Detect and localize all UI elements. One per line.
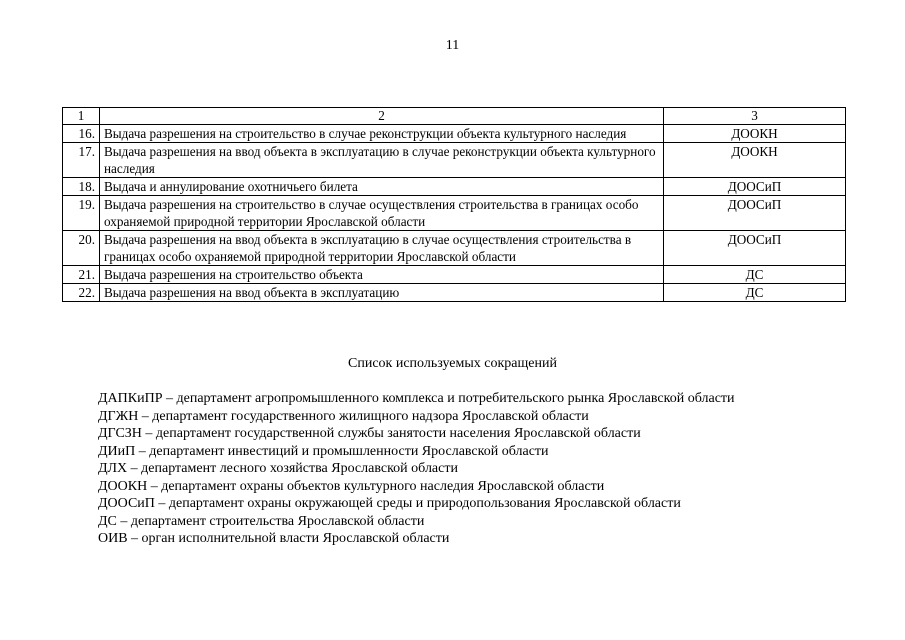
department-code: ДООКН xyxy=(664,143,846,178)
page-number: 11 xyxy=(445,38,460,53)
department-code: ДООСиП xyxy=(664,231,846,266)
abbreviations-title: Список используемых сокращений xyxy=(348,356,557,371)
abbreviation-item: ОИВ – орган исполнительной власти Ярославской области xyxy=(98,531,450,546)
table-header-row xyxy=(63,108,846,125)
table-row xyxy=(63,196,846,231)
abbreviation-item: ДООКН – департамент охраны объектов культурного наследия Ярославской области xyxy=(98,478,605,494)
table-row xyxy=(63,266,846,284)
department-code: ДС xyxy=(664,266,846,284)
row-number: 22. xyxy=(63,284,100,302)
abbreviation-item: ДГЖН – департамент государственного жилищного надзора Ярославской области xyxy=(98,408,589,424)
department-code: ДООСиП xyxy=(664,178,846,196)
abbreviation-item: ДАПКиПР – департамент агропромышленного комплекса и потребительского рынка Ярославской области xyxy=(98,391,735,406)
service-name: Выдача разрешения на строительство объекта xyxy=(100,266,664,284)
service-name: Выдача разрешения на ввод объекта в эксплуатацию в случае осуществления строительства в границах особо охраняемой природной территории Ярославской области xyxy=(100,231,664,266)
department-code: ДООКН xyxy=(664,125,846,143)
abbreviation-item: ДИиП – департамент инвестиций и промышленности Ярославской области xyxy=(98,443,549,459)
row-number: 17. xyxy=(63,143,100,178)
row-number: 18. xyxy=(63,178,100,196)
table-row xyxy=(63,143,846,178)
abbreviation-item: ДЛХ – департамент лесного хозяйства Ярославской области xyxy=(98,461,458,476)
services-table xyxy=(62,107,846,302)
row-number: 21. xyxy=(63,266,100,284)
header-cell-1: 1 xyxy=(63,108,100,125)
row-number: 19. xyxy=(63,196,100,231)
table-row xyxy=(63,284,846,302)
service-name: Выдача разрешения на строительство в случае осуществления строительства в границах особо охраняемой природной территории Ярославской области xyxy=(100,196,664,231)
row-number: 16. xyxy=(63,125,100,143)
table-row xyxy=(63,231,846,266)
service-name: Выдача разрешения на строительство в случае реконструкции объекта культурного наследия xyxy=(100,125,664,143)
abbreviation-item: ДС – департамент строительства Ярославской области xyxy=(98,513,425,529)
abbreviations-list xyxy=(98,390,735,548)
header-cell-2: 2 xyxy=(100,108,664,125)
department-code: ДООСиП xyxy=(664,196,846,231)
abbreviation-item: ДГСЗН – департамент государственной службы занятости населения Ярославской области xyxy=(98,426,641,441)
table-row xyxy=(63,178,846,196)
service-name: Выдача разрешения на ввод объекта в эксплуатацию в случае реконструкции объекта культурного наследия xyxy=(100,143,664,178)
service-name: Выдача разрешения на ввод объекта в эксплуатацию xyxy=(100,284,664,302)
row-number: 20. xyxy=(63,231,100,266)
table-row xyxy=(63,125,846,143)
header-cell-3: 3 xyxy=(664,108,846,125)
service-name: Выдача и аннулирование охотничьего билета xyxy=(100,178,664,196)
abbreviation-item: ДООСиП – департамент охраны окружающей среды и природопользования Ярославской области xyxy=(98,496,681,511)
department-code: ДС xyxy=(664,284,846,302)
